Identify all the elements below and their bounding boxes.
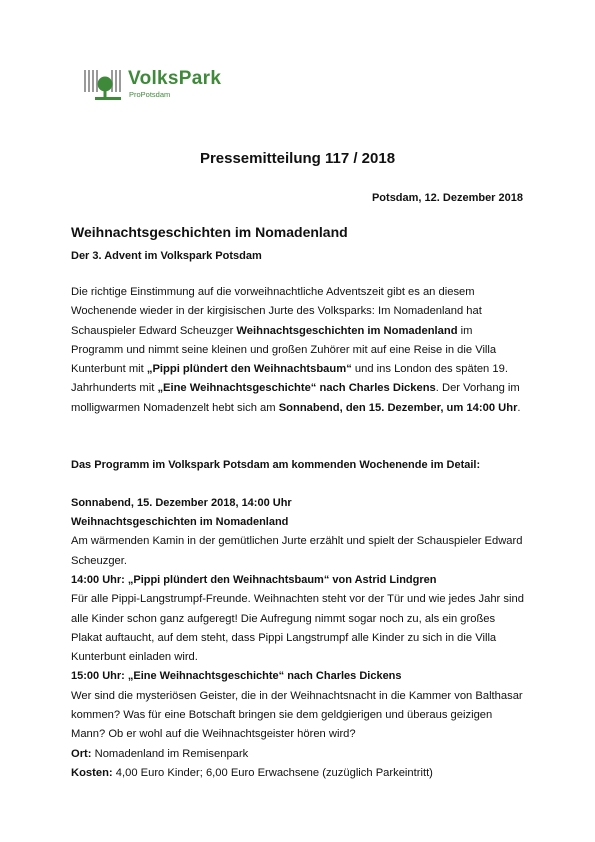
part-1-heading: 14:00 Uhr: „Pippi plündert den Weihnachtsbaum“ von Astrid Lindgren — [71, 573, 437, 586]
event-title: Weihnachtsgeschichten im Nomadenland — [71, 516, 289, 529]
brand-name: VolksPark — [128, 68, 222, 89]
event-description: Am wärmenden Kamin in der gemütlichen Jurte erzählt und spielt der Schauspieler Edward Scheuzger. — [71, 535, 523, 567]
intro-text-5: . — [517, 401, 521, 414]
volkspark-tree-logo-icon — [83, 66, 123, 106]
part-2-heading: 15:00 Uhr: „Eine Weihnachtsgeschichte“ nach Charles Dickens — [71, 670, 402, 683]
intro-bold-4: Sonnabend, den 15. Dezember, um 14:00 Uhr — [278, 401, 518, 414]
article-headline: Weihnachtsgeschichten im Nomadenland — [71, 224, 348, 240]
intro-text-4: . Der Vorhang im molligwarmen Nomadenzelt hebt sich am — [71, 382, 520, 414]
location-value: Nomadenland im Remisenpark — [91, 747, 249, 760]
intro-bold-3: „Eine Weihnachtsgeschichte“ nach Charles Dickens — [157, 382, 436, 395]
cost-label: Kosten: — [71, 766, 113, 779]
logo-text — [128, 68, 221, 100]
event-cost — [71, 764, 526, 783]
intro-paragraph — [71, 283, 526, 418]
intro-text-2: im Programm und nimmt seine kleinen und großen Zuhörer mit auf eine Reise in die Villa Kunterbunt mit — [71, 324, 497, 376]
location-label: Ort: — [71, 747, 92, 760]
volkspark-logo — [83, 66, 253, 106]
press-release-title: Pressemitteilung 117 / 2018 — [199, 150, 396, 167]
part-2-text: Wer sind die mysteriösen Geister, die in der Weihnachtsnacht in die Kammer von Balthasar kommen? Was für eine Botschaft bringen sie dem geldgierigen und überaus geizigen Mann? Ob er wohl auf die Weihnachtsgeister hören wird? — [71, 689, 523, 741]
event-date: Sonnabend, 15. Dezember 2018, 14:00 Uhr — [71, 497, 292, 510]
dateline: Potsdam, 12. Dezember 2018 — [371, 192, 523, 204]
intro-text-3: und ins London des späten 19. Jahrhunderts mit — [71, 363, 508, 395]
intro-bold-2: „Pippi plündert den Weihnachtsbaum“ — [146, 363, 352, 376]
article-subheadline: Der 3. Advent im Volkspark Potsdam — [71, 250, 262, 262]
brand-subtitle: ProPotsdam — [129, 90, 171, 99]
part-1-text: Für alle Pippi-Langstrumpf-Freunde. Weihnachten steht vor der Tür und wie jedes Jahr sind alle Kinder schon ganz aufgeregt! Die Aufregung nimmt sogar noch zu, als ein großes Plakat auftaucht, auf dem steht, dass Pippi Langstrumpf alle Kinder zu sich in die Villa Kunterbunt einladen wird. — [71, 593, 524, 664]
intro-bold-1: Weihnachtsgeschichten im Nomadenland — [236, 324, 458, 337]
event-location — [71, 745, 526, 764]
cost-value: 4,00 Euro Kinder; 6,00 Euro Erwachsene (zuzüglich Parkeintritt) — [112, 766, 433, 779]
article-body — [71, 222, 526, 783]
intro-text-1: Die richtige Einstimmung auf die vorweihnachtliche Adventszeit gibt es an diesem Wochenende wieder in der kirgisischen Jurte des Volksparks: Im Nomadenland hat Schauspieler Edward Scheuzger — [71, 286, 482, 337]
program-heading: Das Programm im Volkspark Potsdam am kommenden Wochenende im Detail: — [71, 459, 481, 472]
